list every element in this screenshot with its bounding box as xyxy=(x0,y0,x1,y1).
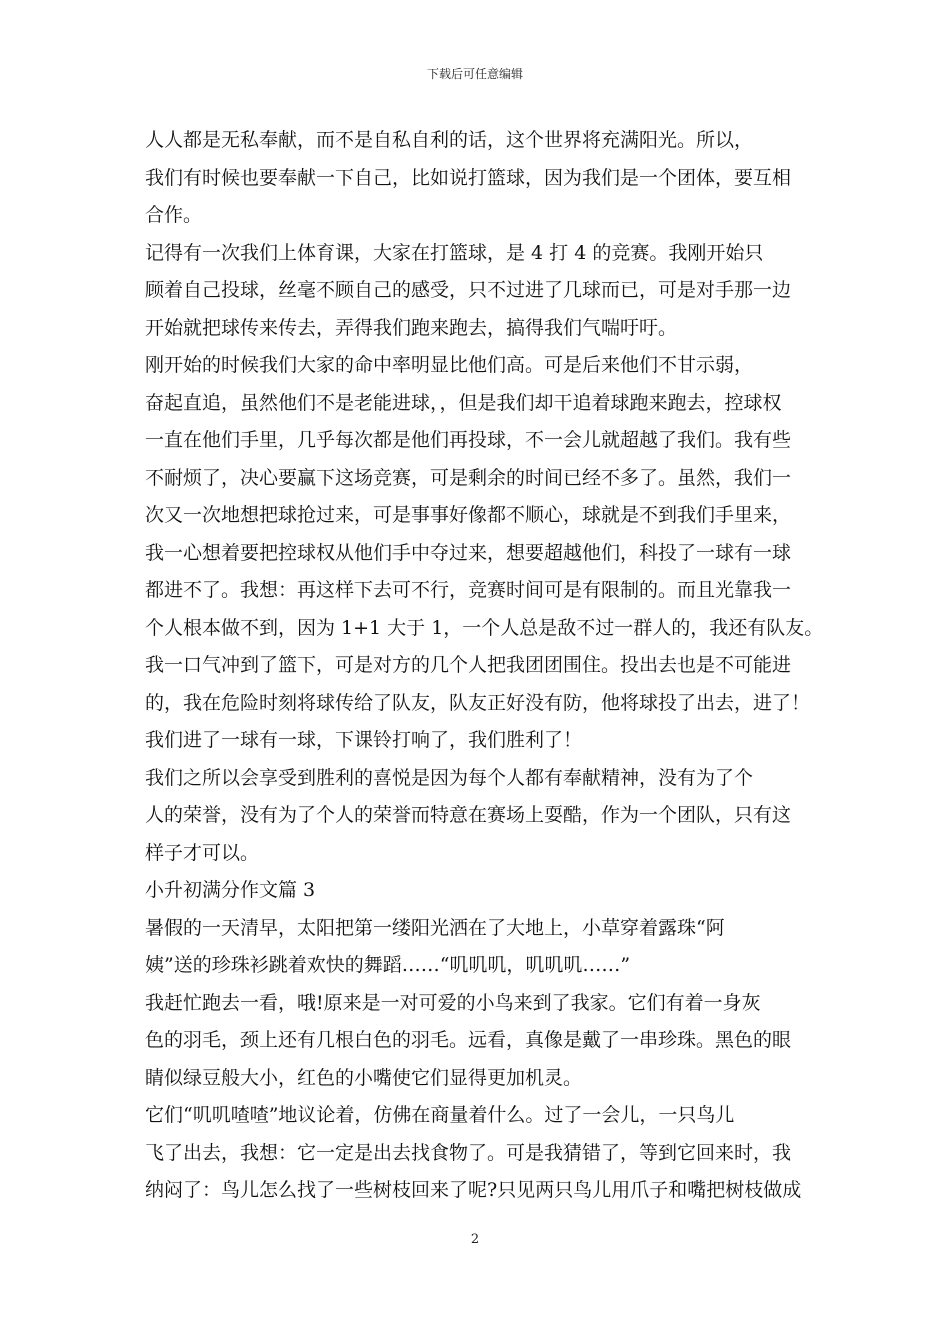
text-line: 记得有一次我们上体育课，大家在打篮球，是 4 打 4 的竞赛。我刚开始只 xyxy=(145,242,764,264)
text-line: 睛似绿豆般大小，红色的小嘴使它们显得更加机灵。 xyxy=(145,1067,583,1089)
text-line: 不耐烦了，决心要赢下这场竞赛，可是剩余的时间已经不多了。虽然，我们一 xyxy=(145,467,792,489)
text-line: 都进不了。我想：再这样下去可不行，竞赛时间可是有限制的。而且光靠我一 xyxy=(145,579,792,601)
text-line: 开始就把球传来传去，弄得我们跑来跑去，搞得我们气喘吁吁。 xyxy=(145,317,678,339)
text-line: 合作。 xyxy=(145,204,203,226)
text-line: 我赶忙跑去一看，哦!原来是一对可爱的小鸟来到了我家。它们有着一身灰 xyxy=(145,992,761,1014)
text-line: 我们进了一球有一球，下课铃打响了，我们胜利了！ xyxy=(145,729,583,751)
text-line: 它们“叽叽喳喳”地议论着，仿佛在商量着什么。过了一会儿，一只鸟儿 xyxy=(145,1104,735,1126)
page-number: 2 xyxy=(470,1232,480,1247)
text-line: 飞了出去，我想：它一定是出去找食物了。可是我猜错了，等到它回来时，我 xyxy=(145,1142,792,1164)
text-line: 小升初满分作文篇 3 xyxy=(145,879,316,901)
text-line: 的，我在危险时刻将球传给了队友，队友正好没有防，他将球投了出去，进了！ xyxy=(145,692,811,714)
text-line: 纳闷了：鸟儿怎么找了一些树枝回来了呢?只见两只鸟儿用爪子和嘴把树枝做成 xyxy=(145,1179,802,1201)
text-line: 暑假的一天清早，太阳把第一缕阳光洒在了大地上，小草穿着露珠“阿 xyxy=(145,917,725,939)
text-line: 我一口气冲到了篮下，可是对方的几个人把我团团围住。投出去也是不可能进 xyxy=(145,654,792,676)
text-line: 人的荣誉，没有为了个人的荣誉而特意在赛场上耍酷，作为一个团队，只有这 xyxy=(145,804,792,826)
text-line: 一直在他们手里，几乎每次都是他们再投球，不一会儿就超越了我们。我有些 xyxy=(145,429,792,451)
text-line: 顾着自己投球，丝毫不顾自己的感受，只不过进了几球而已，可是对手那一边 xyxy=(145,279,792,301)
text-line: 刚开始的时候我们大家的命中率明显比他们高。可是后来他们不甘示弱， xyxy=(145,354,754,376)
text-line: 我们有时候也要奉献一下自己，比如说打篮球，因为我们是一个团体，要互相 xyxy=(145,167,792,189)
text-line: 次又一次地想把球抢过来，可是事事好像都不顺心，球就是不到我们手里来， xyxy=(145,504,792,526)
page-header: 下载后可任意编辑 xyxy=(426,67,523,81)
text-line: 色的羽毛，颈上还有几根白色的羽毛。远看，真像是戴了一串珍珠。黑色的眼 xyxy=(145,1029,792,1051)
text-line: 样子才可以。 xyxy=(145,842,260,864)
text-line: 奋起直追，虽然他们不是老能进球，，但是我们却干追着球跑来跑去，控球权 xyxy=(145,392,782,414)
text-line: 姨”送的珍珠衫跳着欢快的舞蹈……“叽叽叽，叽叽叽……” xyxy=(145,954,631,976)
text-line: 个人根本做不到，因为 1+1 大于 1，一个人总是敌不过一群人的，我还有队友。 xyxy=(145,617,824,639)
text-line: 人人都是无私奉献，而不是自私自利的话，这个世界将充满阳光。所以， xyxy=(145,129,754,151)
text-line: 我一心想着要把控球权从他们手中夺过来，想要超越他们，科投了一球有一球 xyxy=(145,542,792,564)
text-line: 我们之所以会享受到胜利的喜悦是因为每个人都有奉献精神，没有为了个 xyxy=(145,767,754,789)
